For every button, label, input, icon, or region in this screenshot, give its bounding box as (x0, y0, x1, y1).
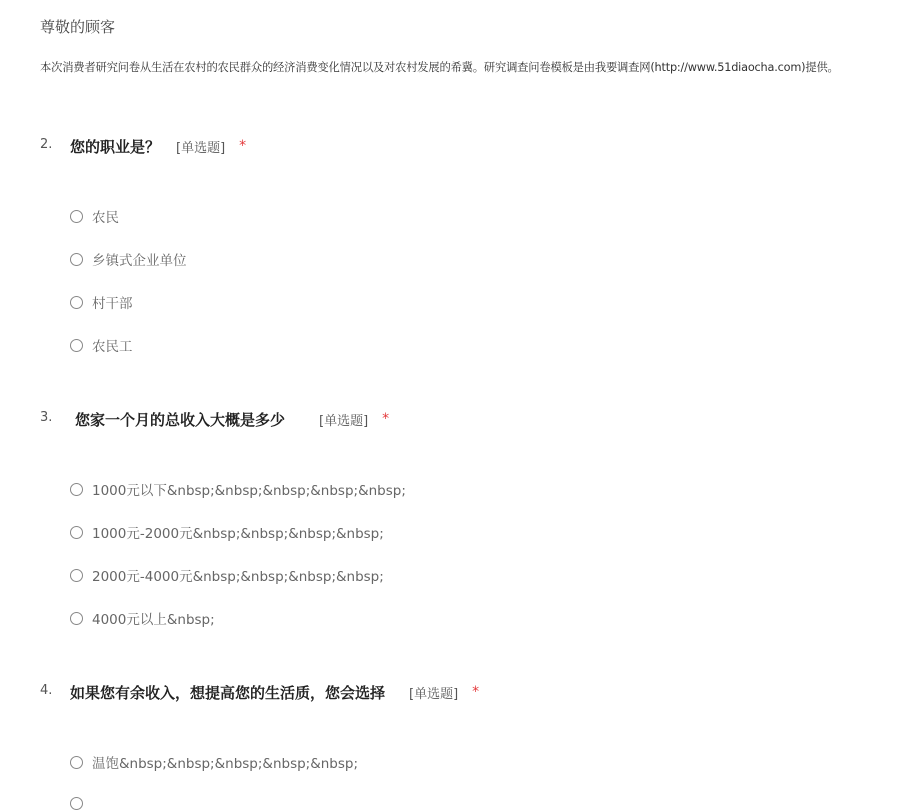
radio-button[interactable] (70, 756, 83, 769)
question-number: 3. (40, 410, 53, 425)
option-label[interactable]: 2000元-4000元&nbsp;&nbsp;&nbsp;&nbsp; (92, 569, 384, 585)
option-income-1000-2000[interactable] (70, 523, 384, 541)
question-title: 您家一个月的总收入大概是多少 (75, 410, 286, 429)
question-title: 您的职业是？ (70, 137, 161, 156)
greeting-text: 尊敬的顾客 (40, 18, 116, 36)
required-mark: * (472, 684, 480, 700)
radio-button[interactable] (70, 210, 83, 223)
option-income-under-1000[interactable] (70, 480, 406, 498)
radio-button[interactable] (70, 339, 83, 352)
question-title: 如果您有余收入，想提高您的生活质，您会选择 (70, 683, 386, 702)
question-number: 2. (40, 137, 53, 152)
radio-button[interactable] (70, 483, 83, 496)
option-label[interactable]: 温饱&nbsp;&nbsp;&nbsp;&nbsp;&nbsp; (92, 756, 359, 772)
option-income-over-4000[interactable] (70, 609, 215, 627)
radio-button[interactable] (70, 569, 83, 582)
option-village-cadre[interactable] (70, 293, 133, 311)
option-label[interactable]: 1000元以下&nbsp;&nbsp;&nbsp;&nbsp;&nbsp; (92, 483, 406, 499)
required-mark: * (382, 411, 390, 427)
radio-button[interactable] (70, 612, 83, 625)
option-migrant-worker[interactable] (70, 336, 133, 354)
option-label[interactable]: 村干部 (92, 296, 133, 312)
option-basic-needs[interactable] (70, 753, 358, 771)
option-label[interactable]: 农民 (92, 210, 119, 226)
option-label[interactable]: 农民工 (92, 339, 133, 355)
option-label[interactable]: 1000元-2000元&nbsp;&nbsp;&nbsp;&nbsp; (92, 526, 384, 542)
required-mark: * (239, 138, 247, 154)
radio-button[interactable] (70, 526, 83, 539)
option-label[interactable]: 4000元以上&nbsp; (92, 612, 215, 628)
option-label[interactable]: 乡镇式企业单位 (92, 253, 187, 269)
question-type-badge: [单选题] (319, 413, 369, 429)
question-type-badge: [单选题] (176, 140, 226, 156)
radio-button[interactable] (70, 253, 83, 266)
question-type-badge: [单选题] (409, 686, 459, 702)
option-income-2000-4000[interactable] (70, 566, 384, 584)
option-partially-visible[interactable] (70, 794, 92, 812)
option-township-enterprise[interactable] (70, 250, 187, 268)
question-number: 4. (40, 683, 53, 698)
option-farmer[interactable] (70, 207, 119, 225)
survey-intro: 本次消费者研究问卷从生活在农村的农民群众的经济消费变化情况以及对农村发展的希冀。研究调查问卷模板是由我要调查网(http://www.51diaocha.com)提供。 (40, 61, 839, 74)
radio-button[interactable] (70, 797, 83, 810)
radio-button[interactable] (70, 296, 83, 309)
